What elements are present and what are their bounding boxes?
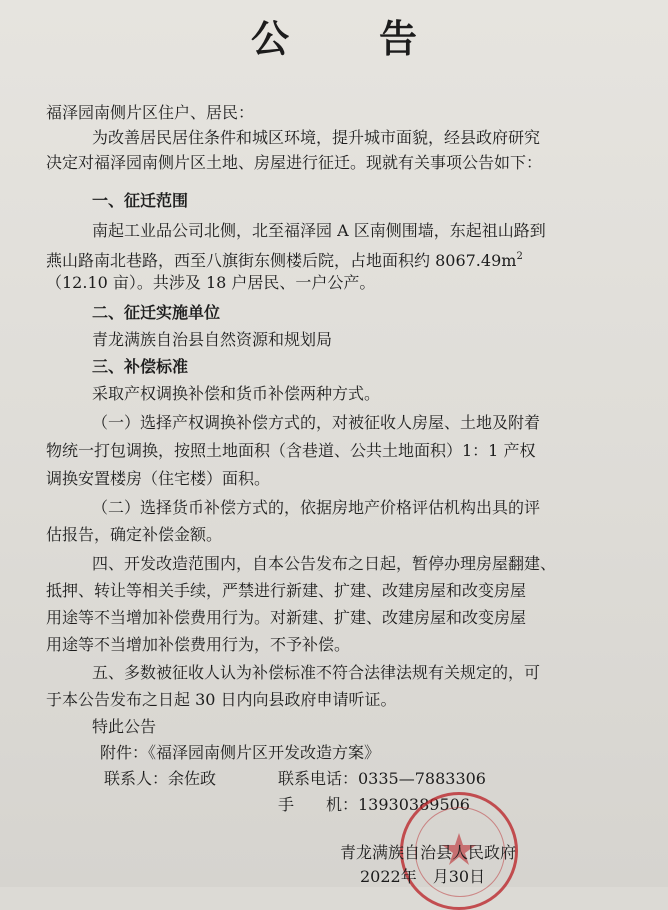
contact-person: 联系人：余佐政 xyxy=(104,769,217,788)
notice-title: 公 告 xyxy=(250,17,443,61)
section4-line-2: 抵押、转让等相关手续，严禁进行新建、扩建、改建房屋和改变房屋 xyxy=(46,581,527,600)
contact-mobile: 手 机：13930389506 xyxy=(278,795,470,814)
closing-text: 特此公告 xyxy=(92,717,157,736)
issue-date: 2022年 月30日 xyxy=(360,867,486,886)
section3-body: 采取产权调换补偿和货币补偿两种方式。 xyxy=(92,384,381,403)
section3-heading: 三、补偿标准 xyxy=(92,357,189,376)
section3-item1-line-1: （一）选择产权调换补偿方式的，对被征收人房屋、土地及附着 xyxy=(92,413,541,432)
section3-item1-line-3: 调换安置楼房（住宅楼）面积。 xyxy=(46,469,271,488)
section3-item2-line-2: 估报告，确定补偿金额。 xyxy=(46,525,223,544)
section4-line-3: 用途等不当增加补偿费用行为。对新建、扩建、改建房屋和改变房屋 xyxy=(46,608,527,627)
attachment-text: 附件：《福泽园南侧片区开发改造方案》 xyxy=(100,743,381,762)
section1-heading: 一、征迁范围 xyxy=(92,191,189,210)
issuer-name: 青龙满族自治县人民政府 xyxy=(340,843,517,862)
area-unit-superscript: 2 xyxy=(516,251,523,262)
section5-line-2: 于本公告发布之日起 30 日内向县政府申请听证。 xyxy=(46,690,397,709)
section4-line-1: 四、开发改造范围内，自本公告发布之日起，暂停办理房屋翻建、 xyxy=(92,554,557,573)
section4-line-4: 用途等不当增加补偿费用行为，不予补偿。 xyxy=(46,635,351,654)
section1-line-3: （12.10 亩）。共涉及 18 户居民、一户公产。 xyxy=(46,273,376,292)
intro-line-1: 为改善居民居住条件和城区环境，提升城市面貌，经县政府研究 xyxy=(92,128,541,147)
section3-item2-line-1: （二）选择货币补偿方式的，依据房地产价格评估机构出具的评 xyxy=(92,498,541,517)
contact-phone: 联系电话：0335—7883306 xyxy=(278,769,486,788)
section5-line-1: 五、多数被征收人认为补偿标准不符合法律法规有关规定的，可 xyxy=(92,663,541,682)
intro-line-2: 决定对福泽园南侧片区土地、房屋进行征迁。现就有关事项公告如下： xyxy=(46,153,543,172)
salutation: 福泽园南侧片区住户、居民： xyxy=(46,103,255,122)
section2-heading: 二、征迁实施单位 xyxy=(92,303,221,322)
section1-line-2: 燕山路南北巷路，西至八旗街东侧楼后院，占地面积约 $8067.49m^2$ xyxy=(46,251,523,270)
section3-item1-line-2: 物统一打包调换，按照土地面积（含巷道、公共土地面积）1：1 产权 xyxy=(46,441,536,460)
section1-line-1: 南起工业品公司北侧，北至福泽园 A 区南侧围墙，东起祖山路到 xyxy=(92,221,546,240)
section2-body: 青龙满族自治县自然资源和规划局 xyxy=(92,330,333,349)
